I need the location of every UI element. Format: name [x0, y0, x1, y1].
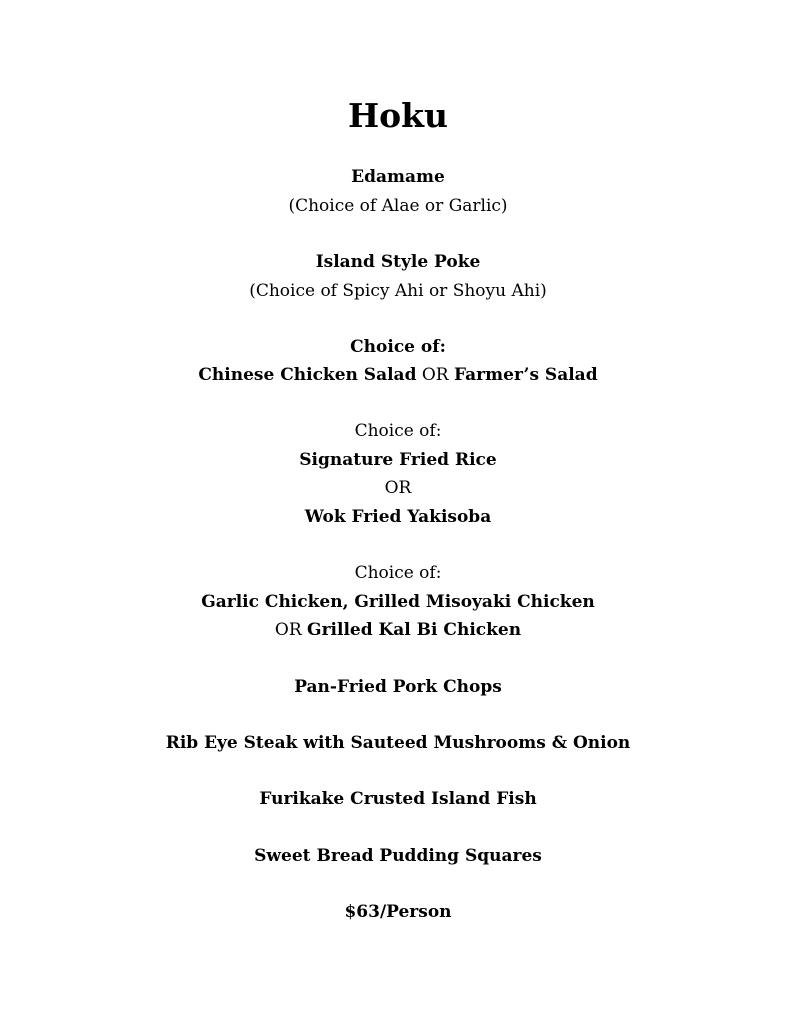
- salad-or: OR: [421, 365, 449, 385]
- item-island-fish: Furikake Crusted Island Fish: [259, 789, 537, 809]
- item-rib-eye-steak: Rib Eye Steak with Sauteed Mushrooms & Onion: [165, 733, 631, 753]
- chicken-options-line2: [0, 619, 796, 641]
- chicken-or: OR: [274, 620, 302, 640]
- starch-heading: Choice of:: [354, 421, 442, 441]
- item-bread-pudding: Sweet Bread Pudding Squares: [254, 846, 542, 866]
- poke-name: Island Style Poke: [315, 252, 481, 272]
- menu-title: Hoku: [347, 96, 449, 135]
- starch-option-fried-rice: Signature Fried Rice: [299, 450, 497, 470]
- chicken-options-line1: Garlic Chicken, Grilled Misoyaki Chicken: [201, 592, 595, 612]
- edamame-name: Edamame: [351, 167, 445, 187]
- item-pork-chops: Pan-Fried Pork Chops: [294, 677, 502, 697]
- salad-heading: Choice of:: [350, 337, 446, 357]
- salad-option-farmers: Farmer’s Salad: [454, 365, 598, 385]
- chicken-option-kal-bi: Grilled Kal Bi Chicken: [307, 620, 522, 640]
- edamame-note: (Choice of Alae or Garlic): [288, 196, 508, 216]
- starch-or: OR: [384, 478, 412, 498]
- salad-options: [0, 364, 796, 386]
- price: $63/Person: [344, 902, 452, 922]
- starch-option-yakisoba: Wok Fried Yakisoba: [304, 507, 492, 527]
- salad-option-chinese-chicken: Chinese Chicken Salad: [198, 365, 417, 385]
- chicken-heading: Choice of:: [354, 563, 442, 583]
- poke-note: (Choice of Spicy Ahi or Shoyu Ahi): [249, 281, 547, 301]
